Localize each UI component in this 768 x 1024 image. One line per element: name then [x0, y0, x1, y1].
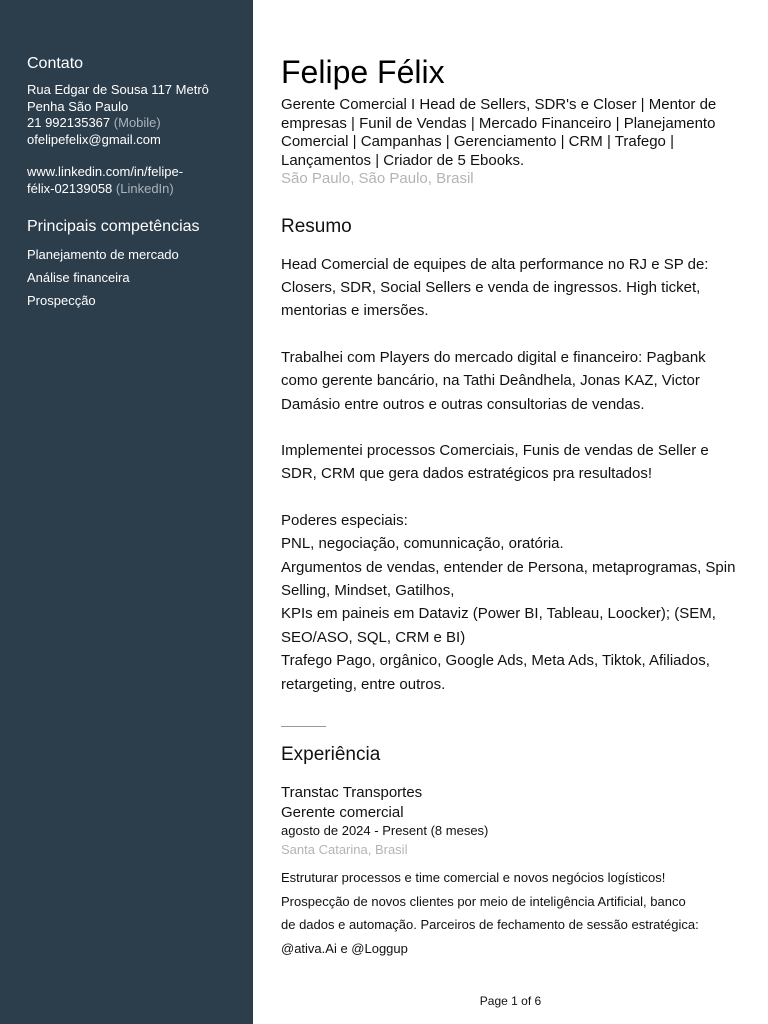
powers-line: Poderes especiais:	[281, 511, 408, 529]
contact-heading: Contato	[27, 55, 84, 72]
skill-item: Prospecção	[27, 293, 96, 308]
powers-line: Trafego Pago, orgânico, Google Ads, Meta Ads, Tiktok, Afiliados, retargeting, entre outros.	[281, 652, 710, 693]
description-line: de dados e automação. Parceiros de fechamento de sessão estratégica:	[281, 917, 699, 932]
linkedin-row	[27, 181, 233, 198]
address-line-2: Penha São Paulo	[27, 98, 129, 114]
summary-paragraph: Implementei processos Comerciais, Funis de vendas de Seller e SDR, CRM que gera dados estratégicos pra resultados!	[281, 441, 709, 483]
summary-paragraph: Head Comercial de equipes de alta performance no RJ e SP de: Closers, SDR, Social Sellers e venda de ingressos. High ticket, mentorias e imersões.	[281, 255, 709, 320]
description-line: Prospecção de novos clientes por meio de inteligência Artificial, banco	[281, 893, 686, 909]
skill-item: Planejamento de mercado	[27, 247, 179, 262]
summary-section	[281, 253, 746, 697]
phone-row	[27, 115, 233, 132]
powers-line: Argumentos de vendas, entender de Persona, metaprogramas, Spin Selling, Mindset, Gatilhos,	[281, 558, 736, 599]
profile-location: São Paulo, São Paulo, Brasil	[281, 170, 474, 187]
experience-description	[281, 866, 746, 960]
experience-heading: Experiência	[281, 744, 381, 765]
experience-dates: agosto de 2024 - Present (8 meses)	[281, 823, 489, 838]
description-line: Estruturar processos e time comercial e novos negócios logísticos!	[281, 870, 666, 885]
special-powers-paragraph	[281, 509, 746, 696]
linkedin-type: (LinkedIn)	[115, 180, 174, 196]
address-line-1: Rua Edgar de Sousa 117 Metrô	[27, 82, 209, 97]
linkedin-url-line-2[interactable]: félix-02139058	[27, 180, 113, 196]
experience-company: Transtac Transportes	[281, 784, 423, 801]
main-content	[281, 52, 746, 960]
powers-line: KPIs em paineis em Dataviz (Power BI, Tableau, Loocker); (SEM, SEO/ASO, SQL, CRM e BI)	[281, 605, 716, 646]
experience-entry	[281, 783, 746, 960]
profile-name: Felipe Félix	[281, 54, 445, 90]
summary-paragraph: Trabalhei com Players do mercado digital e financeiro: Pagbank como gerente bancário, na Tathi Deândhela, Jonas KAZ, Victor Damásio entre outros e outras consultorias de vendas.	[281, 348, 706, 413]
powers-line: PNL, negociação, comunnicação, oratória.	[281, 535, 564, 553]
page-number: Page 1 of 6	[479, 994, 542, 1008]
phone-number: 21 992135367	[27, 115, 111, 130]
phone-type: (Mobile)	[113, 115, 161, 130]
email-link[interactable]: ofelipefelix@gmail.com	[27, 131, 161, 147]
linkedin-url-line-1[interactable]: www.linkedin.com/in/felipe-	[27, 164, 184, 179]
summary-heading: Resumo	[281, 215, 352, 237]
sidebar	[0, 0, 253, 1024]
experience-location: Santa Catarina, Brasil	[281, 842, 408, 857]
skills-heading: Principais competências	[27, 218, 200, 235]
experience-role: Gerente comercial	[281, 804, 404, 821]
description-line: @ativa.Ai e @Loggup	[281, 940, 408, 956]
skill-item: Análise financeira	[27, 270, 130, 285]
profile-headline: Gerente Comercial I Head de Sellers, SDR's e Closer | Mentor de empresas | Funil de Vendas | Mercado Financeiro | Planejamento Comercial | Campanhas | Gerenciamento | CRM | Trafego | Lançamentos | Criador de 5 Ebooks.	[281, 96, 717, 169]
